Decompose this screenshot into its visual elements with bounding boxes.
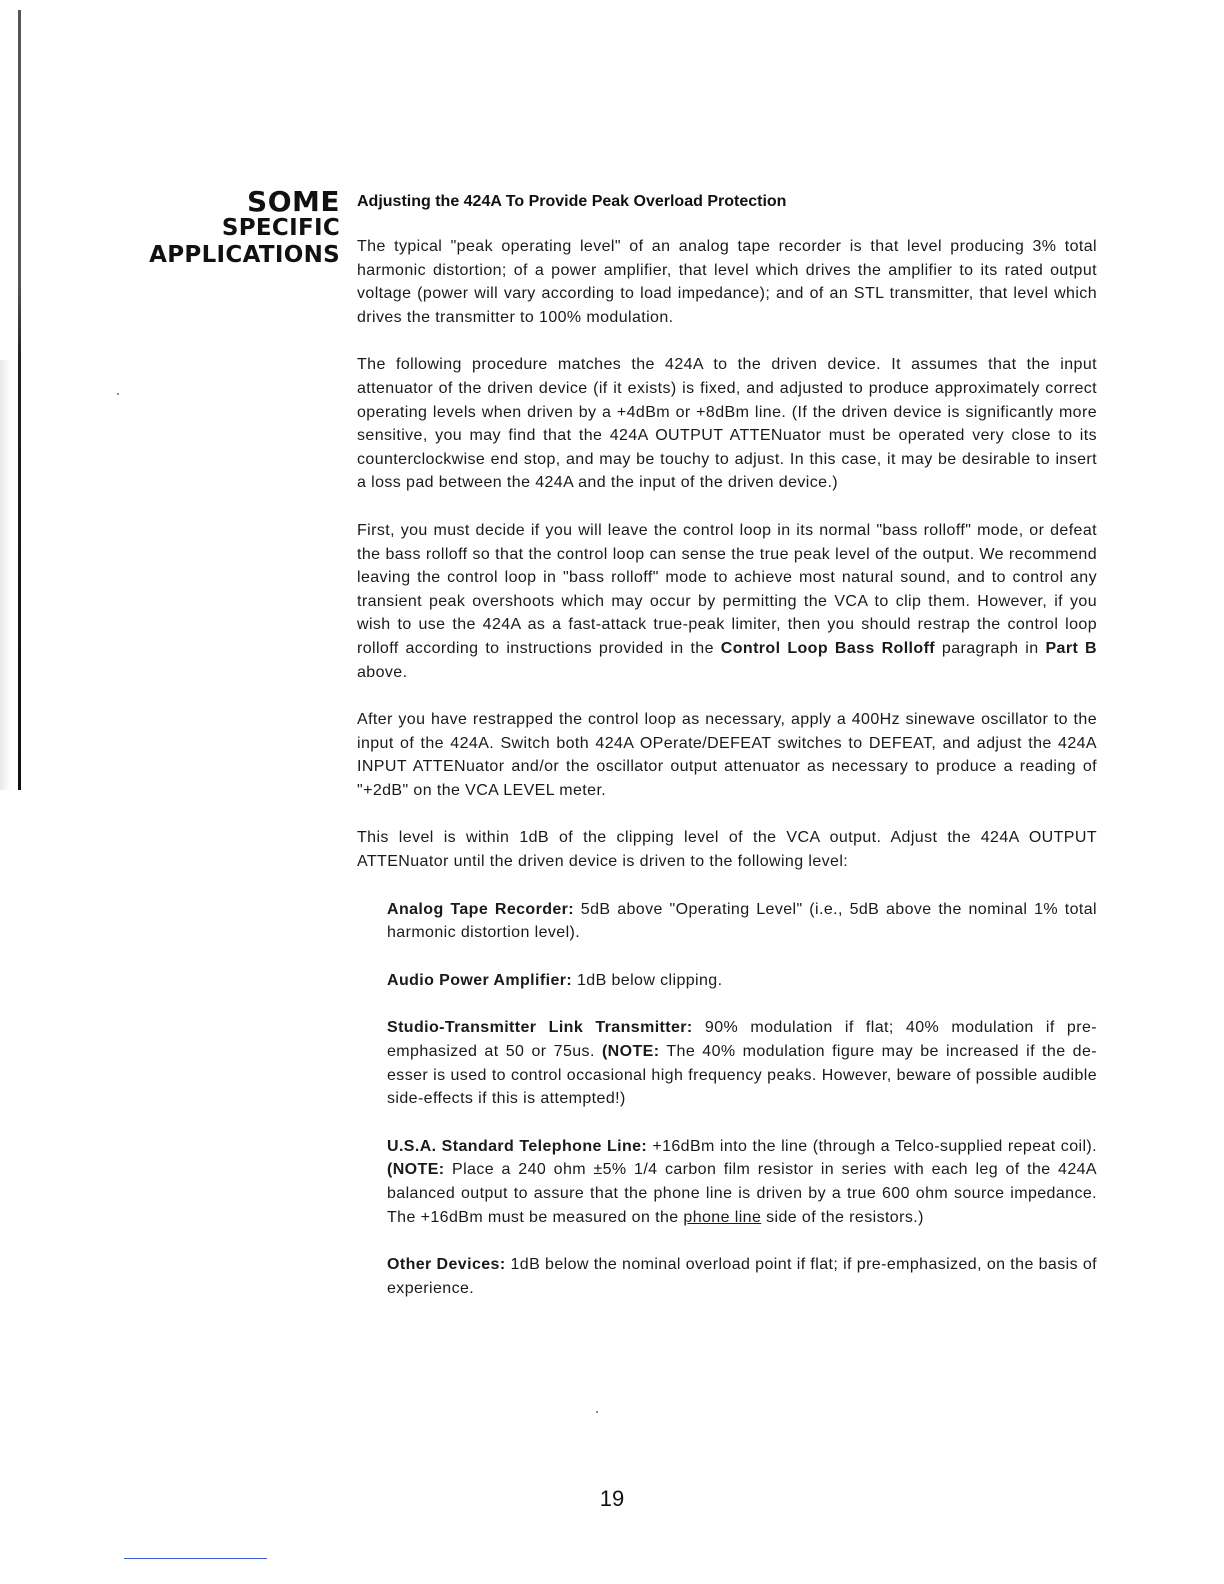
side-heading [110,185,340,269]
item-text: 90% modulation if flat; 40% modulation if pre-emphasized at 50 or 75us. [387,1019,1097,1061]
paragraph-procedure: The following procedure matches the 424A to the driven device. It assumes that the input attenuator of the driven device (if it exists) is fixed, and adjusted to produce approximately correct operating levels when driven by a +4dBm or +8dBm line. (If the driven device is significantly more sensitive, you may find that the 424A OUTPUT ATTENuator must be operated very close to its counterclockwise end stop, and may be touchy to adjust. In this case, it may be desirable to insert a loss pad between the 424A and the input of the driven device.) [357,356,1097,492]
item-telephone-line [387,1135,1097,1229]
paragraph-bass-rolloff [357,519,1097,684]
item-text: +16dBm into the line (through a Telco-supplied repeat coil). [652,1137,1097,1155]
item-text-2: Place a 240 ohm ±5% 1/4 carbon film resistor in series with each leg of the 424A balanced output to assure that the phone line is driven by a true 600 ohm source impedance. The +16dBm must be measured on the [387,1161,1097,1226]
control-loop-reference: Control Loop Bass Rolloff [720,639,936,657]
page-binding-edge [18,10,21,790]
item-other-devices [387,1253,1097,1300]
side-heading-line-2: SPECIFIC [221,215,340,241]
item-audio-power-amplifier [387,969,1097,993]
bass-rolloff-text: First, you must decide if you will leave the control loop in its normal "bass rolloff" mode, or defeat the bass rolloff so that the control loop can sense the true peak level of the output. We recommend leaving the control loop in "bass rolloff" mode to achieve most natural sound, and to control any transient peak overshoots which may occur by permitting the VCA to clip them. However, if you wish to use the 424A as a fast-attack true-peak limiter, then you should restrap the control loop rolloff according to instructions provided in the [357,521,1097,657]
item-label: Analog Tape Recorder: [387,900,575,918]
paragraph-oscillator: After you have restrapped the control loop as necessary, apply a 400Hz sinewave oscillator to the input of the 424A. Switch both 424A OPerate/DEFEAT switches to DEFEAT, and adjust the 424A INPUT ATTENuator and/or the oscillator output attenuator as necessary to produce a reading of "+2dB" on the VCA LEVEL meter. [357,711,1097,799]
item-label: Audio Power Amplifier: [387,971,573,989]
item-label: Studio-Transmitter Link Transmitter: [387,1019,693,1037]
paragraph-clipping-level: This level is within 1dB of the clipping level of the VCA output. Adjust the 424A OUTPUT ATTENuator until the driven device is driven to the following level: [357,829,1097,871]
note-label: (NOTE: [387,1161,445,1179]
section-title: Adjusting the 424A To Provide Peak Overload Protection [357,193,787,210]
item-text: 5dB above "Operating Level" (i.e., 5dB above the nominal 1% total harmonic distortion level). [387,900,1097,942]
item-text: 1dB below clipping. [576,971,723,989]
bass-rolloff-text-3: above. [357,663,408,681]
item-text-3: side of the resistors.) [766,1208,924,1226]
bass-rolloff-text-2: paragraph in [941,639,1039,657]
note-label: (NOTE: [601,1043,660,1061]
scan-speck [596,1411,598,1413]
paragraph-peak-levels: The typical "peak operating level" of an analog tape recorder is that level producing 3% total harmonic distortion; of a power amplifier, that level which drives the amplifier to its rated output voltage (power will vary according to load impedance); and of an STL transmitter, that level which drives the transmitter to 100% modulation. [357,238,1097,326]
phone-line-underlined: phone line [683,1208,762,1226]
item-stl-transmitter [387,1016,1097,1110]
item-text-2: The 40% modulation figure may be increased if the de-esser is used to control occasional high frequency peaks. However, beware of possible audible side-effects if this is attempted!) [387,1043,1097,1108]
part-b-reference: Part B [1045,639,1097,657]
item-text: 1dB below the nominal overload point if flat; if pre-emphasized, on the basis of experience. [387,1256,1097,1297]
page-number: 19 [599,1486,625,1511]
side-heading-line-3: APPLICATIONS [149,242,340,268]
main-content [357,193,1097,1324]
side-heading-line-1: SOME [247,185,340,218]
footer-rule [124,1558,267,1559]
item-analog-tape-recorder [387,898,1097,945]
item-label: Other Devices: [387,1256,506,1274]
binding-shadow [0,360,10,790]
item-label: U.S.A. Standard Telephone Line: [387,1137,648,1155]
scan-speck [117,393,119,395]
